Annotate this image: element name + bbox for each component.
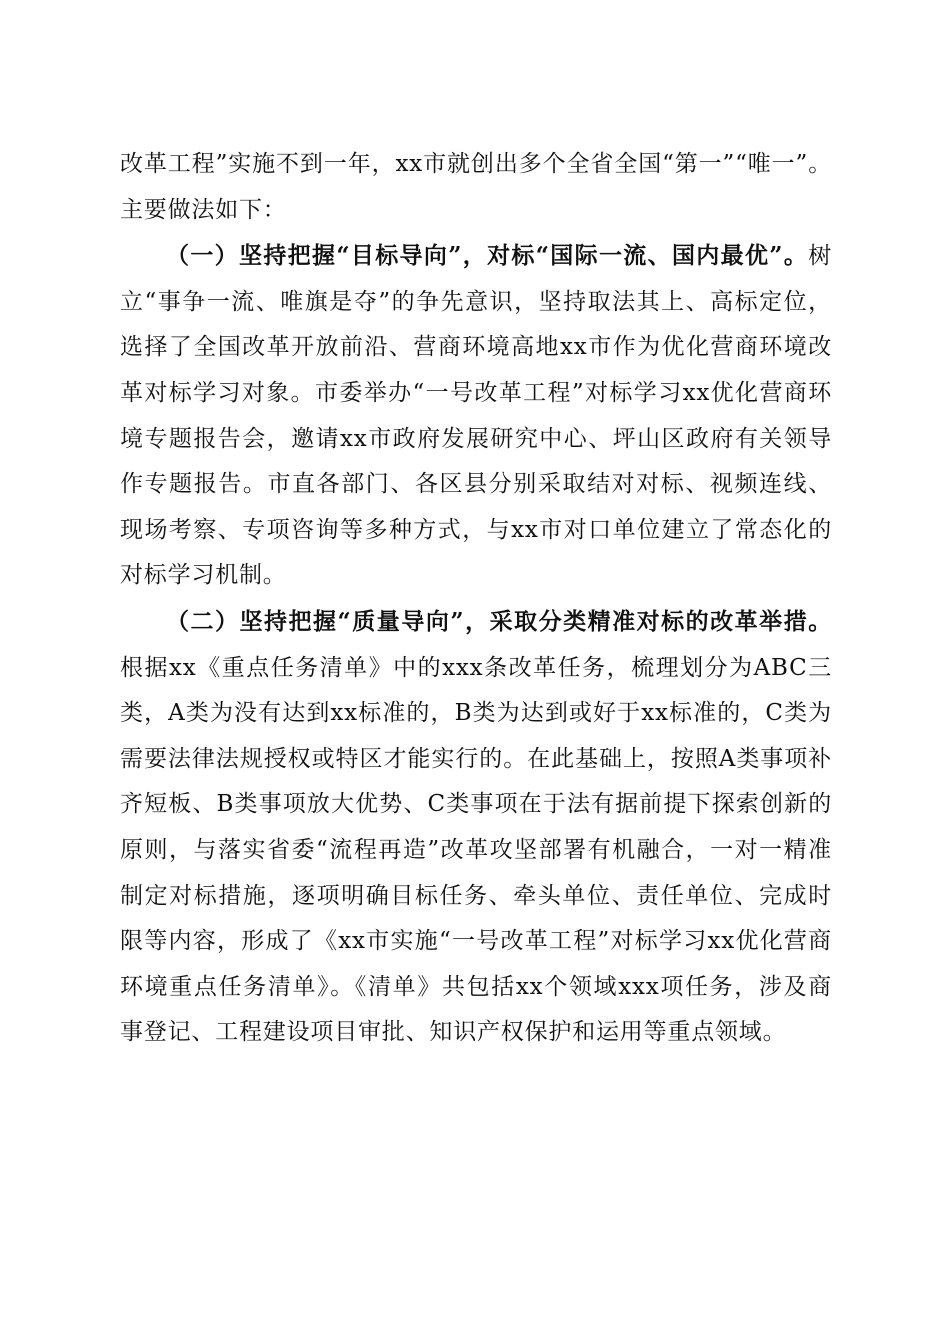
section-2-text: 根据xx《重点任务清单》中的xxx条改革任务，梳理划分为ABC三类，A类为没有达到xx标准的，B类为达到或好于xx标准的，C类为需要法律法规授权或特区才能实行的。在此基础上，按照A类事项补齐短板、B类事项放大优势、C类事项在于法有据前提下探索创新的原则，与落实省委“流程再造”改革攻坚部署有机融合，一对一精准制定对标措施，逐项明确目标任务、牵头单位、责任单位、完成时限等内容，形成了《xx市实施“一号改革工程”对标学习xx优化营商环境重点任务清单》。《清单》共包括xx个领域xxx项任务，涉及商事登记、工程建设项目审批、知识产权保护和运用等重点领域。 [120, 654, 832, 1046]
paragraph-section-2 [120, 599, 832, 1056]
paragraph-intro-text: 改革工程”实施不到一年，xx市就创出多个全省全国“第一”“唯一”。主要做法如下： [120, 151, 832, 223]
section-1-text: 树立“事争一流、唯旗是夺”的争先意识，坚持取法其上、高标定位，选择了全国改革开放前沿、营商环境高地xx市作为优化营商环境改革对标学习对象。市委举办“一号改革工程”对标学习xx优化营商环境专题报告会，邀请xx市政府发展研究中心、坪山区政府有关领导作专题报告。市直各部门、各区县分别采取结对对标、视频连线、现场考察、专项咨询等多种方式，与xx市对口单位建立了常态化的对标学习机制。 [120, 243, 832, 589]
paragraph-section-1 [120, 233, 832, 599]
section-1-heading: （一）坚持把握“目标导向”，对标“国际一流、国内最优”。 [166, 242, 809, 270]
document-body [120, 142, 832, 1056]
section-2-heading: （二）坚持把握“质量导向”，采取分类精准对标的改革举措。 [166, 607, 832, 635]
paragraph-intro [120, 142, 832, 233]
